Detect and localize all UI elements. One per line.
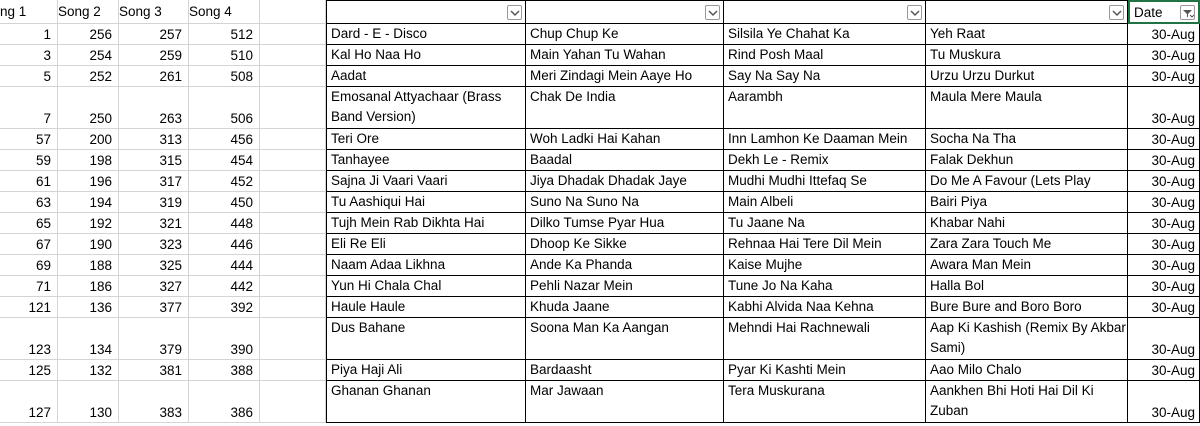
number-cell[interactable]: 132 <box>58 360 119 381</box>
number-cell[interactable]: 250 <box>58 87 119 129</box>
number-cell[interactable]: 259 <box>119 45 189 66</box>
number-cell[interactable]: 512 <box>189 24 260 45</box>
filter-dropdown-icon[interactable] <box>705 5 720 20</box>
number-cell[interactable]: 252 <box>58 66 119 87</box>
number-cell[interactable]: 323 <box>119 234 189 255</box>
number-cell[interactable]: 188 <box>58 255 119 276</box>
song-title-cell[interactable]: Falak Dekhun <box>926 150 1128 171</box>
empty-cell[interactable] <box>260 129 326 150</box>
song-title-cell[interactable]: Bairi Piya <box>926 192 1128 213</box>
song-title-cell[interactable]: Sajna Ji Vaari Vaari <box>326 171 526 192</box>
date-cell[interactable]: 30-Aug <box>1128 24 1200 45</box>
song-title-cell[interactable]: Aankhen Bhi Hoti Hai Dil Ki Zuban <box>926 381 1128 423</box>
empty-cell[interactable] <box>260 24 326 45</box>
number-cell[interactable]: 194 <box>58 192 119 213</box>
date-cell[interactable]: 30-Aug <box>1128 150 1200 171</box>
song-title-cell[interactable]: Piya Haji Ali <box>326 360 526 381</box>
number-cell[interactable]: 261 <box>119 66 189 87</box>
empty-cell[interactable] <box>260 297 326 318</box>
song-title-cell[interactable]: Dhoop Ke Sikke <box>526 234 724 255</box>
song-title-cell[interactable]: Aao Milo Chalo <box>926 360 1128 381</box>
number-cell[interactable]: 1 <box>0 24 58 45</box>
number-cell[interactable]: 67 <box>0 234 58 255</box>
date-cell[interactable]: 30-Aug <box>1128 129 1200 150</box>
song-title-cell[interactable]: Jiya Dhadak Dhadak Jaye <box>526 171 724 192</box>
song-title-cell[interactable]: Socha Na Tha <box>926 129 1128 150</box>
song-title-cell[interactable]: Tanhayee <box>326 150 526 171</box>
song-title-cell[interactable]: Bardaasht <box>526 360 724 381</box>
number-cell[interactable]: 192 <box>58 213 119 234</box>
date-cell[interactable]: 30-Aug <box>1128 234 1200 255</box>
number-cell[interactable]: 444 <box>189 255 260 276</box>
column-header-cell[interactable]: Song 4 <box>189 0 260 24</box>
number-cell[interactable]: 327 <box>119 276 189 297</box>
number-cell[interactable]: 446 <box>189 234 260 255</box>
number-cell[interactable]: 456 <box>189 129 260 150</box>
song-title-cell[interactable]: Tune Jo Na Kaha <box>724 276 926 297</box>
song-title-cell[interactable]: Do Me A Favour (Lets Play <box>926 171 1128 192</box>
table-header-cell[interactable] <box>724 0 926 24</box>
number-cell[interactable]: 186 <box>58 276 119 297</box>
song-title-cell[interactable]: Mar Jawaan <box>526 381 724 423</box>
empty-cell[interactable] <box>260 234 326 255</box>
song-title-cell[interactable]: Kabhi Alvida Naa Kehna <box>724 297 926 318</box>
number-cell[interactable]: 263 <box>119 87 189 129</box>
song-title-cell[interactable]: Mehndi Hai Rachnewali <box>724 318 926 360</box>
number-cell[interactable]: 257 <box>119 24 189 45</box>
number-cell[interactable]: 7 <box>0 87 58 129</box>
table-header-cell[interactable] <box>526 0 724 24</box>
number-cell[interactable]: 123 <box>0 318 58 360</box>
number-cell[interactable]: 256 <box>58 24 119 45</box>
number-cell[interactable]: 125 <box>0 360 58 381</box>
song-title-cell[interactable]: Aadat <box>326 66 526 87</box>
date-cell[interactable]: 30-Aug <box>1128 276 1200 297</box>
number-cell[interactable]: 319 <box>119 192 189 213</box>
song-title-cell[interactable]: Awara Man Mein <box>926 255 1128 276</box>
number-cell[interactable]: 510 <box>189 45 260 66</box>
song-title-cell[interactable]: Dilko Tumse Pyar Hua <box>526 213 724 234</box>
number-cell[interactable]: 442 <box>189 276 260 297</box>
number-cell[interactable]: 190 <box>58 234 119 255</box>
filter-dropdown-icon[interactable] <box>507 5 522 20</box>
song-title-cell[interactable]: Khuda Jaane <box>526 297 724 318</box>
date-cell[interactable]: 30-Aug <box>1128 192 1200 213</box>
song-title-cell[interactable]: Urzu Urzu Durkut <box>926 66 1128 87</box>
song-title-cell[interactable]: Pehli Nazar Mein <box>526 276 724 297</box>
number-cell[interactable]: 321 <box>119 213 189 234</box>
song-title-cell[interactable]: Maula Mere Maula <box>926 87 1128 129</box>
song-title-cell[interactable]: Tu Muskura <box>926 45 1128 66</box>
empty-cell[interactable] <box>260 360 326 381</box>
date-cell[interactable]: 30-Aug <box>1128 213 1200 234</box>
song-title-cell[interactable]: Rind Posh Maal <box>724 45 926 66</box>
number-cell[interactable]: 69 <box>0 255 58 276</box>
table-header-cell[interactable] <box>926 0 1128 24</box>
date-cell[interactable]: 30-Aug <box>1128 360 1200 381</box>
song-title-cell[interactable]: Ande Ka Phanda <box>526 255 724 276</box>
song-title-cell[interactable]: Tera Muskurana <box>724 381 926 423</box>
date-cell[interactable]: 30-Aug <box>1128 318 1200 360</box>
empty-cell[interactable] <box>260 150 326 171</box>
column-header-cell[interactable]: ng 1 <box>0 0 58 24</box>
song-title-cell[interactable]: Yun Hi Chala Chal <box>326 276 526 297</box>
song-title-cell[interactable]: Tu Aashiqui Hai <box>326 192 526 213</box>
number-cell[interactable]: 136 <box>58 297 119 318</box>
number-cell[interactable]: 317 <box>119 171 189 192</box>
song-title-cell[interactable]: Naam Adaa Likhna <box>326 255 526 276</box>
song-title-cell[interactable]: Bure Bure and Boro Boro <box>926 297 1128 318</box>
empty-cell[interactable] <box>260 66 326 87</box>
song-title-cell[interactable]: Kaise Mujhe <box>724 255 926 276</box>
song-title-cell[interactable]: Baadal <box>526 150 724 171</box>
number-cell[interactable]: 254 <box>58 45 119 66</box>
song-title-cell[interactable]: Kal Ho Naa Ho <box>326 45 526 66</box>
empty-cell[interactable] <box>260 87 326 129</box>
song-title-cell[interactable]: Soona Man Ka Aangan <box>526 318 724 360</box>
number-cell[interactable]: 127 <box>0 381 58 423</box>
number-cell[interactable]: 388 <box>189 360 260 381</box>
number-cell[interactable]: 448 <box>189 213 260 234</box>
date-cell[interactable]: 30-Aug <box>1128 255 1200 276</box>
number-cell[interactable]: 392 <box>189 297 260 318</box>
number-cell[interactable]: 508 <box>189 66 260 87</box>
date-cell[interactable]: 30-Aug <box>1128 381 1200 423</box>
number-cell[interactable]: 377 <box>119 297 189 318</box>
song-title-cell[interactable]: Eli Re Eli <box>326 234 526 255</box>
song-title-cell[interactable]: Say Na Say Na <box>724 66 926 87</box>
date-cell[interactable]: 30-Aug <box>1128 87 1200 129</box>
song-title-cell[interactable]: Tujh Mein Rab Dikhta Hai <box>326 213 526 234</box>
number-cell[interactable]: 130 <box>58 381 119 423</box>
filter-dropdown-icon[interactable] <box>1109 5 1124 20</box>
table-header-cell[interactable] <box>326 0 526 24</box>
date-cell[interactable]: 30-Aug <box>1128 66 1200 87</box>
song-title-cell[interactable]: Halla Bol <box>926 276 1128 297</box>
empty-cell[interactable] <box>260 192 326 213</box>
song-title-cell[interactable]: Main Albeli <box>724 192 926 213</box>
song-title-cell[interactable]: Silsila Ye Chahat Ka <box>724 24 926 45</box>
song-title-cell[interactable]: Chak De India <box>526 87 724 129</box>
song-title-cell[interactable]: Yeh Raat <box>926 24 1128 45</box>
number-cell[interactable]: 3 <box>0 45 58 66</box>
song-title-cell[interactable]: Mudhi Mudhi Ittefaq Se <box>724 171 926 192</box>
number-cell[interactable]: 386 <box>189 381 260 423</box>
song-title-cell[interactable]: Aarambh <box>724 87 926 129</box>
number-cell[interactable]: 196 <box>58 171 119 192</box>
song-title-cell[interactable]: Ghanan Ghanan <box>326 381 526 423</box>
number-cell[interactable]: 57 <box>0 129 58 150</box>
filter-dropdown-icon[interactable] <box>907 5 922 20</box>
empty-cell[interactable] <box>260 255 326 276</box>
song-title-cell[interactable]: Dus Bahane <box>326 318 526 360</box>
empty-cell[interactable] <box>260 318 326 360</box>
date-cell[interactable]: 30-Aug <box>1128 297 1200 318</box>
filter-applied-icon[interactable] <box>1180 5 1195 20</box>
number-cell[interactable]: 390 <box>189 318 260 360</box>
date-cell[interactable]: 30-Aug <box>1128 171 1200 192</box>
date-header-cell[interactable]: Date <box>1128 0 1200 24</box>
empty-cell[interactable] <box>260 213 326 234</box>
number-cell[interactable]: 383 <box>119 381 189 423</box>
empty-cell[interactable] <box>260 45 326 66</box>
song-title-cell[interactable]: Aap Ki Kashish (Remix By Akbar Sami) <box>926 318 1128 360</box>
date-cell[interactable]: 30-Aug <box>1128 45 1200 66</box>
number-cell[interactable]: 71 <box>0 276 58 297</box>
number-cell[interactable]: 452 <box>189 171 260 192</box>
song-title-cell[interactable]: Suno Na Suno Na <box>526 192 724 213</box>
number-cell[interactable]: 200 <box>58 129 119 150</box>
song-title-cell[interactable]: Zara Zara Touch Me <box>926 234 1128 255</box>
number-cell[interactable]: 121 <box>0 297 58 318</box>
number-cell[interactable]: 198 <box>58 150 119 171</box>
song-title-cell[interactable]: Chup Chup Ke <box>526 24 724 45</box>
song-title-cell[interactable]: Woh Ladki Hai Kahan <box>526 129 724 150</box>
number-cell[interactable]: 381 <box>119 360 189 381</box>
empty-cell[interactable] <box>260 276 326 297</box>
song-title-cell[interactable]: Emosanal Attyachaar (Brass Band Version) <box>326 87 526 129</box>
number-cell[interactable]: 59 <box>0 150 58 171</box>
number-cell[interactable]: 315 <box>119 150 189 171</box>
number-cell[interactable]: 65 <box>0 213 58 234</box>
number-cell[interactable]: 450 <box>189 192 260 213</box>
number-cell[interactable]: 313 <box>119 129 189 150</box>
song-title-cell[interactable]: Teri Ore <box>326 129 526 150</box>
number-cell[interactable]: 379 <box>119 318 189 360</box>
empty-cell[interactable] <box>260 381 326 423</box>
number-cell[interactable]: 134 <box>58 318 119 360</box>
column-header-cell[interactable]: Song 3 <box>119 0 189 24</box>
number-cell[interactable]: 325 <box>119 255 189 276</box>
song-title-cell[interactable]: Rehnaa Hai Tere Dil Mein <box>724 234 926 255</box>
number-cell[interactable]: 63 <box>0 192 58 213</box>
number-cell[interactable]: 5 <box>0 66 58 87</box>
empty-cell[interactable] <box>260 0 326 24</box>
song-title-cell[interactable]: Tu Jaane Na <box>724 213 926 234</box>
column-header-cell[interactable]: Song 2 <box>58 0 119 24</box>
song-title-cell[interactable]: Dard - E - Disco <box>326 24 526 45</box>
empty-cell[interactable] <box>260 171 326 192</box>
song-title-cell[interactable]: Main Yahan Tu Wahan <box>526 45 724 66</box>
song-title-cell[interactable]: Inn Lamhon Ke Daaman Mein <box>724 129 926 150</box>
number-cell[interactable]: 454 <box>189 150 260 171</box>
song-title-cell[interactable]: Pyar Ki Kashti Mein <box>724 360 926 381</box>
number-cell[interactable]: 506 <box>189 87 260 129</box>
number-cell[interactable]: 61 <box>0 171 58 192</box>
song-title-cell[interactable]: Dekh Le - Remix <box>724 150 926 171</box>
song-title-cell[interactable]: Haule Haule <box>326 297 526 318</box>
song-title-cell[interactable]: Khabar Nahi <box>926 213 1128 234</box>
song-title-cell[interactable]: Meri Zindagi Mein Aaye Ho <box>526 66 724 87</box>
